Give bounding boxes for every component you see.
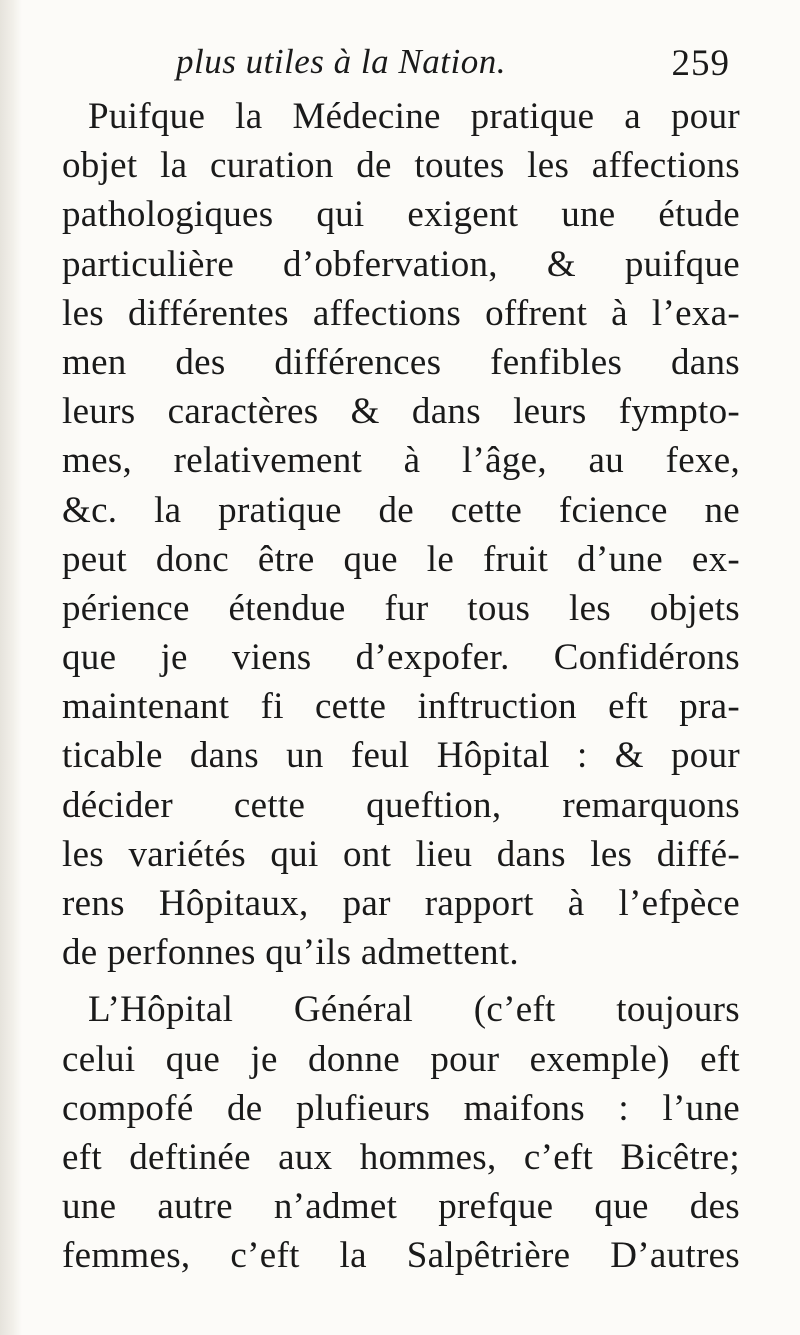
running-head	[176, 42, 736, 92]
text-line: de perfonnes qu’ils admettent.	[62, 932, 519, 974]
text-line: &c. la pratique de cette fcience ne	[62, 489, 740, 531]
text-line: celui que je donne pour exemple) eft	[62, 1038, 740, 1080]
text-line: eft deftinée aux hommes, c’eft Bicêtre;	[62, 1136, 740, 1178]
paragraph-spacer	[62, 977, 740, 985]
text-line: pathologiques qui exigent une étude	[62, 194, 740, 236]
page-gutter-shadow	[0, 0, 22, 1335]
text-line: particulière d’obfervation, & puifque	[62, 243, 740, 285]
text-line: que je viens d’expofer. Confidérons	[62, 637, 740, 679]
text-line: ticable dans un feul Hôpital : & pour	[62, 735, 740, 777]
text-line: décider cette queftion, remarquons	[62, 784, 740, 826]
text-line: une autre n’admet prefque que des	[62, 1186, 740, 1228]
text-line: objet la curation de toutes les affections	[62, 145, 740, 187]
text-line: Puifque la Médecine pratique a pour	[88, 96, 740, 137]
text-line: leurs caractères & dans leurs fympto-	[62, 391, 740, 433]
text-line: peut donc être que le fruit d’une ex-	[62, 538, 740, 580]
text-line: femmes, c’eft la Salpêtrière D’autres	[62, 1235, 740, 1277]
text-line: périence étendue fur tous les objets	[62, 587, 740, 629]
running-head-title: plus utiles à la Nation.	[176, 42, 506, 81]
text-line: L’Hôpital Général (c’eft toujours	[88, 989, 740, 1031]
text-line: maintenant fi cette inftruction eft pra-	[62, 686, 740, 728]
text-line: les variétés qui ont lieu dans les diffé-	[62, 833, 740, 875]
paragraph-2	[62, 985, 740, 1280]
text-line: men des différences fenfibles dans	[62, 341, 740, 383]
text-line: les différentes affections offrent à l’exa-	[62, 292, 740, 334]
text-line: mes, relativement à l’âge, au fexe,	[62, 440, 740, 482]
text-line: compofé de plufieurs maifons : l’une	[62, 1087, 740, 1129]
page-number: 259	[671, 43, 730, 84]
paragraph-1	[62, 92, 740, 977]
body-text	[62, 92, 740, 1281]
text-line: rens Hôpitaux, par rapport à l’efpèce	[62, 883, 740, 924]
